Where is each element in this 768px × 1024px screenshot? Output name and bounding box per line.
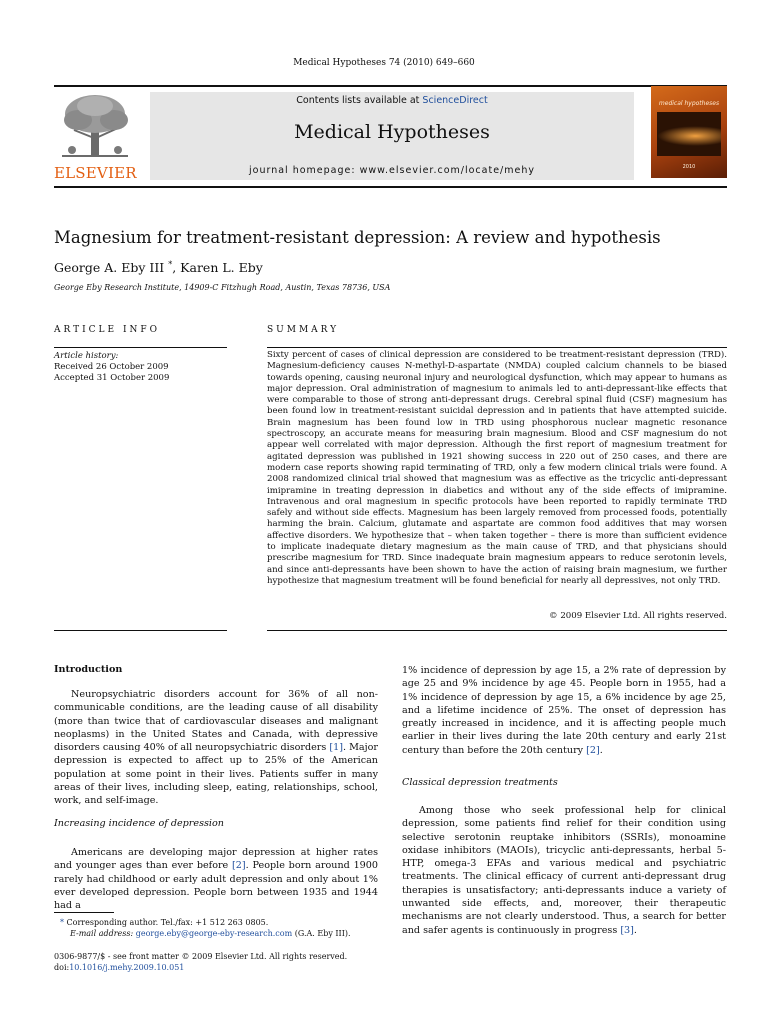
affiliation: George Eby Research Institute, 14909-C Fitzhugh Road, Austin, Texas 78736, USA xyxy=(54,283,391,292)
citation-link[interactable]: [2] xyxy=(586,744,600,756)
footnote-star: * xyxy=(60,918,64,927)
accepted-date: Accepted 31 October 2009 xyxy=(54,373,170,383)
contents-line xyxy=(150,95,634,106)
right-text-a: 1% incidence of depression by age 15, a 2% rate of depression by age 25 and 9% incidence by age 45. People born in 1955, had a 1% incidence of depression by age 15, a 6% incidence by age 25, and a lifetime incidence of 25%. The onset of depression has greatly increased in incidence, and it is affecting people much earlier in their lives during the late 20th century and early 21st century than before the 20th century xyxy=(402,665,726,756)
email-label: E-mail address: xyxy=(70,929,134,938)
classical-paragraph xyxy=(402,804,726,937)
footnote-rule xyxy=(54,912,114,913)
cover-swoosh xyxy=(657,126,721,146)
elsevier-tree-icon xyxy=(54,92,136,162)
intro-paragraph xyxy=(54,688,378,808)
incidence-text-a: Americans are developing major depression at higher rates and younger ages than ever before xyxy=(54,847,378,872)
corresponding-note xyxy=(54,917,378,928)
cover-title: medical hypotheses xyxy=(658,100,720,107)
author-2: Karen L. Eby xyxy=(180,260,263,276)
elsevier-wordmark: ELSEVIER xyxy=(54,164,137,182)
incidence-continued-paragraph xyxy=(402,664,726,757)
summary-rule xyxy=(267,347,727,348)
article-title: Magnesium for treatment-resistant depression: A review and hypothesis xyxy=(54,228,661,247)
subsection-heading-incidence: Increasing incidence of depression xyxy=(54,818,224,829)
incidence-text-b: . People born around 1900 rarely had childhood or early adult depression and only about 1% ever developed depression. People born between 1935 and 1944 had a xyxy=(54,860,378,912)
sciencedirect-link[interactable]: ScienceDirect xyxy=(422,95,488,106)
article-info-bottom-rule xyxy=(54,630,227,631)
copyright-line: © 2009 Elsevier Ltd. All rights reserved. xyxy=(549,611,727,621)
header-top-rule xyxy=(54,85,727,87)
email-note xyxy=(54,928,378,939)
intro-text-b: . Major depression is expected to affect up to 25% of the American population at some point in their lives. Patients suffer in many areas of their lives, including sleep, eating, relationships, school, work, and self-image. xyxy=(54,742,378,807)
article-info-rule xyxy=(54,347,227,348)
summary-heading: SUMMARY xyxy=(267,325,340,335)
history-label: Article history: xyxy=(54,351,119,361)
classical-text-a: Among those who seek professional help for clinical depression, some patients find relief for their condition using selective serotonin reuptake inhibitors (SSRIs), monoamine oxidase inhibitors (MAOIs), tricyclic anti-depressants, herbal 5-HTP, omega-3 EFAs and various medical and psychiatric treatments. The clinical efficacy of current anti-depressant drug therapies is unsatisfactory; anti-depressants induce a variety of unwanted side effects, and, moreover, their therapeutic mechanisms are not clearly understood. Thus, a search for better and safer agents is continuously in progress xyxy=(402,805,726,936)
doi-link[interactable]: 10.1016/j.mehy.2009.10.051 xyxy=(69,963,185,972)
right-text-b: . xyxy=(599,744,603,756)
front-matter xyxy=(54,951,378,973)
subsection-heading-classical: Classical depression treatments xyxy=(402,777,558,788)
citation-link[interactable]: [1] xyxy=(329,742,343,754)
contents-prefix: Contents lists available at xyxy=(296,95,423,106)
footnote xyxy=(54,917,378,939)
received-date: Received 26 October 2009 xyxy=(54,362,169,372)
citation-link[interactable]: [2] xyxy=(232,860,246,872)
article-history xyxy=(54,351,227,384)
doi-line xyxy=(54,962,378,973)
citation-link[interactable]: [3] xyxy=(620,924,634,936)
summary-bottom-rule xyxy=(267,630,727,631)
cover-footer: 2010 xyxy=(682,164,696,170)
author-1: George A. Eby III xyxy=(54,260,165,276)
journal-cover-image xyxy=(651,86,727,178)
corresponding-text: Corresponding author. Tel./fax: +1 512 263 0805. xyxy=(66,918,269,927)
incidence-paragraph xyxy=(54,846,378,912)
header-bottom-rule xyxy=(54,186,727,188)
article-info-heading: ARTICLE INFO xyxy=(54,325,161,335)
author-separator: , xyxy=(172,260,181,276)
email-suffix: (G.A. Eby III). xyxy=(292,929,351,938)
email-link[interactable]: george.eby@george-eby-research.com xyxy=(135,929,293,938)
author-list xyxy=(54,260,734,275)
classical-text-b: . xyxy=(633,924,637,936)
section-heading-introduction: Introduction xyxy=(54,664,123,675)
journal-reference: Medical Hypotheses 74 (2010) 649–660 xyxy=(293,58,475,68)
corresponding-author-mark[interactable]: * xyxy=(168,260,173,269)
doi-prefix: doi: xyxy=(54,963,70,972)
journal-title: Medical Hypotheses xyxy=(294,121,490,143)
journal-homepage[interactable]: journal homepage: www.elsevier.com/locate/mehy xyxy=(249,165,535,176)
issn-line: 0306-9877/$ - see front matter © 2009 Elsevier Ltd. All rights reserved. xyxy=(54,952,348,961)
intro-text-a: Neuropsychiatric disorders account for 36% of all non-communicable conditions, are the leading cause of all disability (more than twice that of cardiovascular diseases and malignant neoplasms) in the United States and Canada, with depressive disorders causing 40% of all neuropsychiatric disorders xyxy=(54,689,378,754)
summary-text: Sixty percent of cases of clinical depression are considered to be treatment-resistant depression (TRD). Magnesium-deficiency causes N-methyl-D-aspartate (NMDA) coupled calcium channels to be biased towards opening, causing neuronal injury and neurological dysfunction, which may appear to humans as major depression. Oral administration of magnesium to animals led to anti-depressant-like effects that were comparable to those of strong anti-depressant drugs. Cerebral spinal fluid (CSF) magnesium has been found low in treatment-resistant suicidal depression and in patients that have attempted suicide. Brain magnesium has been found low in TRD using phosphorous nuclear magnetic resonance spectroscopy, an accurate means for measuring brain magnesium. Blood and CSF magnesium do not appear well correlated with major depression. Although the first report of magnesium treatment for agitated depression was published in 1921 showing success in 220 out of 250 cases, and there are modern case reports showing rapid terminating of TRD, only a few modern clinical trials were found. A 2008 randomized clinical trial showed that magnesium was as effective as the tricyclic anti-depressant imipramine in treating depression in diabetics and without any of the side effects of imipramine. Intravenous and oral magnesium in specific protocols have been reported to rapidly terminate TRD safely and without side effects. Magnesium has been largely removed from processed foods, potentially harming the brain. Calcium, glutamate and aspartate are common food additives that may worsen affective disorders. We hypothesize that – when taken together – there is more than sufficient evidence to implicate inadequate dietary magnesium as the main cause of TRD, and that physicians should prescribe magnesium for TRD. Since inadequate brain magnesium appears to reduce serotonin levels, and since anti-depressants have been shown to have the action of raising brain magnesium, we further hypothesize that magnesium treatment will be found beneficial for nearly all depressives, not only TRD. xyxy=(267,350,727,586)
